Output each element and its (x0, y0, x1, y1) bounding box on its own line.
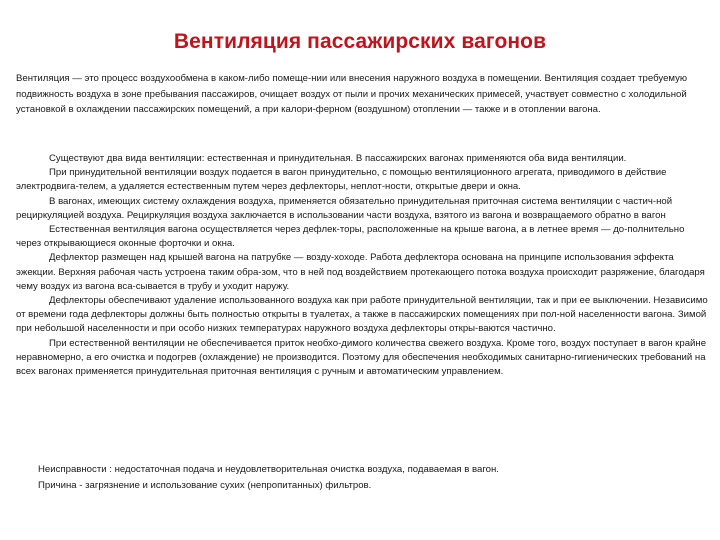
paragraph-conclusion: При естественной вентиляции не обеспечивается приток необхо-димого количества свежего воздуха. Кроме того, воздух поступает в вагон крайне неравномерно, а его очистка и подогрев (охлаждение) не производится. Поэтому для обеспечения необходимых санитарно-гигиенических требований на всех вагонах применяется принудительная приточная вентиляция с ручным и автоматическим управлением. (16, 337, 707, 378)
paragraph-types: Существуют два вида вентиляции: естественная и принудительная. В пассажирских вагонах применяются оба вида вентиляции. (49, 153, 627, 164)
intro-paragraph: Вентиляция — это процесс воздухообмена в каком-либо помеще-нии или внесения наружного воздуха в помещении. Вентиляция создает требуемую подвижность воздуха в зоне пребывания пассажиров, очищает воздух от пыли и прочих механических примесей, участвует совместно с холодильной установкой в охлаждении пассажирских помещений, а при калори-ферном (воздушном) отоплении — также и в отоплении вагона. (16, 73, 688, 115)
fault-line: Неисправности : недостаточная подача и неудовлетворительная очистка воздуха, подаваемая в вагон. (38, 464, 499, 475)
faults-block (38, 462, 698, 494)
paragraph-recirculation: В вагонах, имеющих систему охлаждения воздуха, применяется обязательно принудительная приточная система вентиляции с частич-ной рециркуляцией воздуха. Рециркуляция воздуха заключается в использовании части воздуха, взятого из вагона и возвращаемого обратно в вагон (16, 195, 673, 221)
paragraph-forced: При принудительной вентиляции воздух подается в вагон принудительно, с помощью вентиляционного агрегата, приводимого в действие электродвига-телем, а удаляется естественным путем через дефлекторы, неплот-ности, открытые двери и окна. (16, 167, 667, 193)
cause-line: Причина - загрязнение и использование сухих (непропитанных) фильтров. (38, 480, 372, 491)
paragraph-natural: Естественная вентиляция вагона осуществляется через дефлек-торы, расположенные на крыше вагона, а в летнее время — до-полнительно через открывающиеся оконные форточки и окна. (16, 224, 685, 250)
paragraph-deflector-operation: Дефлекторы обеспечивают удаление использованного воздуха как при работе принудительной вентиляции, так и при ее выключении. Независимо от времени года дефлекторы должны быть полностью открыты в туалетах, а также в пассажирских помещениях при пол-ной населенности вагона. Зимой при небольшой населенности и при особо низких температурах наружного воздуха дефлекторы откры-ваются частично. (16, 295, 708, 335)
body-text (16, 152, 708, 379)
page-title: Вентиляция пассажирских вагонов (173, 30, 547, 53)
paragraph-deflector: Дефлектор размещен над крышей вагона на патрубке — возду-хоходе. Работа дефлектора основана на принципе использования эффекта эжекции. Верхняя рабочая часть устроена таким обра-зом, что в ней под воздействием протекающего потока воздуха происходит разряжение, благодаря чему воздух из вагона вса-сывается в трубу и уходит наружу. (16, 252, 705, 292)
